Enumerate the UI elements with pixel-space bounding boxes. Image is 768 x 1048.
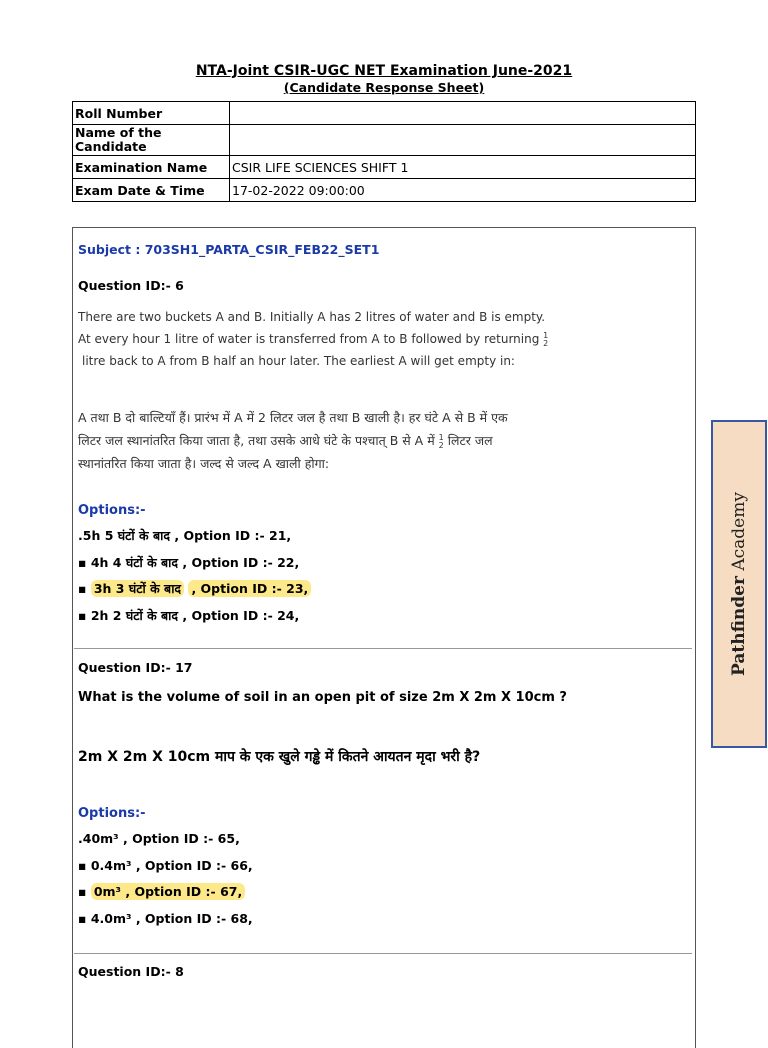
option-item: ▪ 4h 4 घंटों के बाद , Option ID :- 22, bbox=[78, 555, 300, 570]
table-row bbox=[73, 156, 696, 179]
document-title: NTA-Joint CSIR-UGC NET Examination June-2021 bbox=[195, 63, 573, 79]
exam-date-value: 17-02-2022 09:00:00 bbox=[230, 179, 696, 202]
question-id: Question ID:- 6 bbox=[78, 278, 184, 293]
question-text-line: There are two buckets A and B. Initially A has 2 litres of water and B is empty. bbox=[78, 310, 546, 324]
question-id: Question ID:- 17 bbox=[78, 660, 193, 675]
option-item-selected: ▪ 0m³ , Option ID :- 67, bbox=[78, 884, 245, 899]
candidate-info-table bbox=[72, 101, 696, 202]
question-hindi-line: A तथा B दो बाल्टियाँ हैं। प्रारंभ में A में 2 लिटर जल है तथा B खाली है। हर घंटे A से B में एक bbox=[78, 410, 508, 425]
table-row bbox=[73, 125, 696, 156]
question-hindi-line bbox=[78, 429, 493, 453]
option-item: ▪ 2h 2 घंटों के बाद , Option ID :- 24, bbox=[78, 608, 300, 623]
hindi-segment: लिटर जल स्थानांतरित किया जाता है, तथा उसके आधे घंटे के पश्चात् B से A में bbox=[78, 433, 435, 448]
option-item: ▪ 0.4m³ , Option ID :- 66, bbox=[78, 858, 253, 873]
question-hindi-line: स्थानांतरित किया जाता है। जल्द से जल्द A खाली होगा: bbox=[78, 456, 330, 471]
selected-answer-highlight: 0m³ , Option ID :- 67, bbox=[91, 883, 245, 900]
exam-name-value: CSIR LIFE SCIENCES SHIFT 1 bbox=[230, 156, 696, 179]
exam-date-label: Exam Date & Time bbox=[73, 179, 230, 202]
fraction-half: 1 2 bbox=[543, 330, 549, 348]
question-text-line bbox=[78, 328, 548, 350]
selected-option-id: , Option ID :- 23, bbox=[188, 580, 311, 597]
option-item: ▪ 4.0m³ , Option ID :- 68, bbox=[78, 911, 253, 926]
question-text-segment: At every hour 1 litre of water is transferred from A to B followed by returning bbox=[78, 332, 540, 346]
option-item-selected: ▪ 3h 3 घंटों के बाद , Option ID :- 23, bbox=[78, 580, 311, 597]
side-label-text: Pathfinder Academy bbox=[729, 492, 749, 676]
hindi-segment: लिटर जल bbox=[447, 433, 493, 448]
question-text-line: What is the volume of soil in an open pit of size 2m X 2m X 10cm ? bbox=[78, 690, 567, 705]
table-row bbox=[73, 102, 696, 125]
candidate-name-label: Name of the Candidate bbox=[73, 125, 230, 156]
roll-number-value bbox=[230, 102, 696, 125]
roll-number-label: Roll Number bbox=[73, 102, 230, 125]
selected-answer-highlight: 3h 3 घंटों के बाद bbox=[91, 580, 184, 597]
pathfinder-academy-label bbox=[711, 420, 767, 748]
candidate-name-value bbox=[230, 125, 696, 156]
options-heading: Options:- bbox=[78, 503, 146, 518]
separator bbox=[74, 953, 692, 954]
question-id: Question ID:- 8 bbox=[78, 964, 184, 979]
question-text-line: litre back to A from B half an hour later. The earliest A will get empty in: bbox=[82, 354, 515, 368]
option-item: .5h 5 घंटों के बाद , Option ID :- 21, bbox=[78, 528, 292, 543]
option-item: .40m³ , Option ID :- 65, bbox=[78, 831, 240, 846]
subject-heading: Subject : 703SH1_PARTA_CSIR_FEB22_SET1 bbox=[78, 242, 380, 257]
fraction-half: 1 2 bbox=[438, 432, 444, 450]
question-hindi-line: 2m X 2m X 10cm माप के एक खुले गड्ढे में कितने आयतन मृदा भरी है? bbox=[78, 749, 481, 765]
options-heading: Options:- bbox=[78, 806, 146, 821]
table-row bbox=[73, 179, 696, 202]
exam-name-label: Examination Name bbox=[73, 156, 230, 179]
document-subtitle: (Candidate Response Sheet) bbox=[283, 80, 485, 95]
separator bbox=[74, 648, 692, 649]
